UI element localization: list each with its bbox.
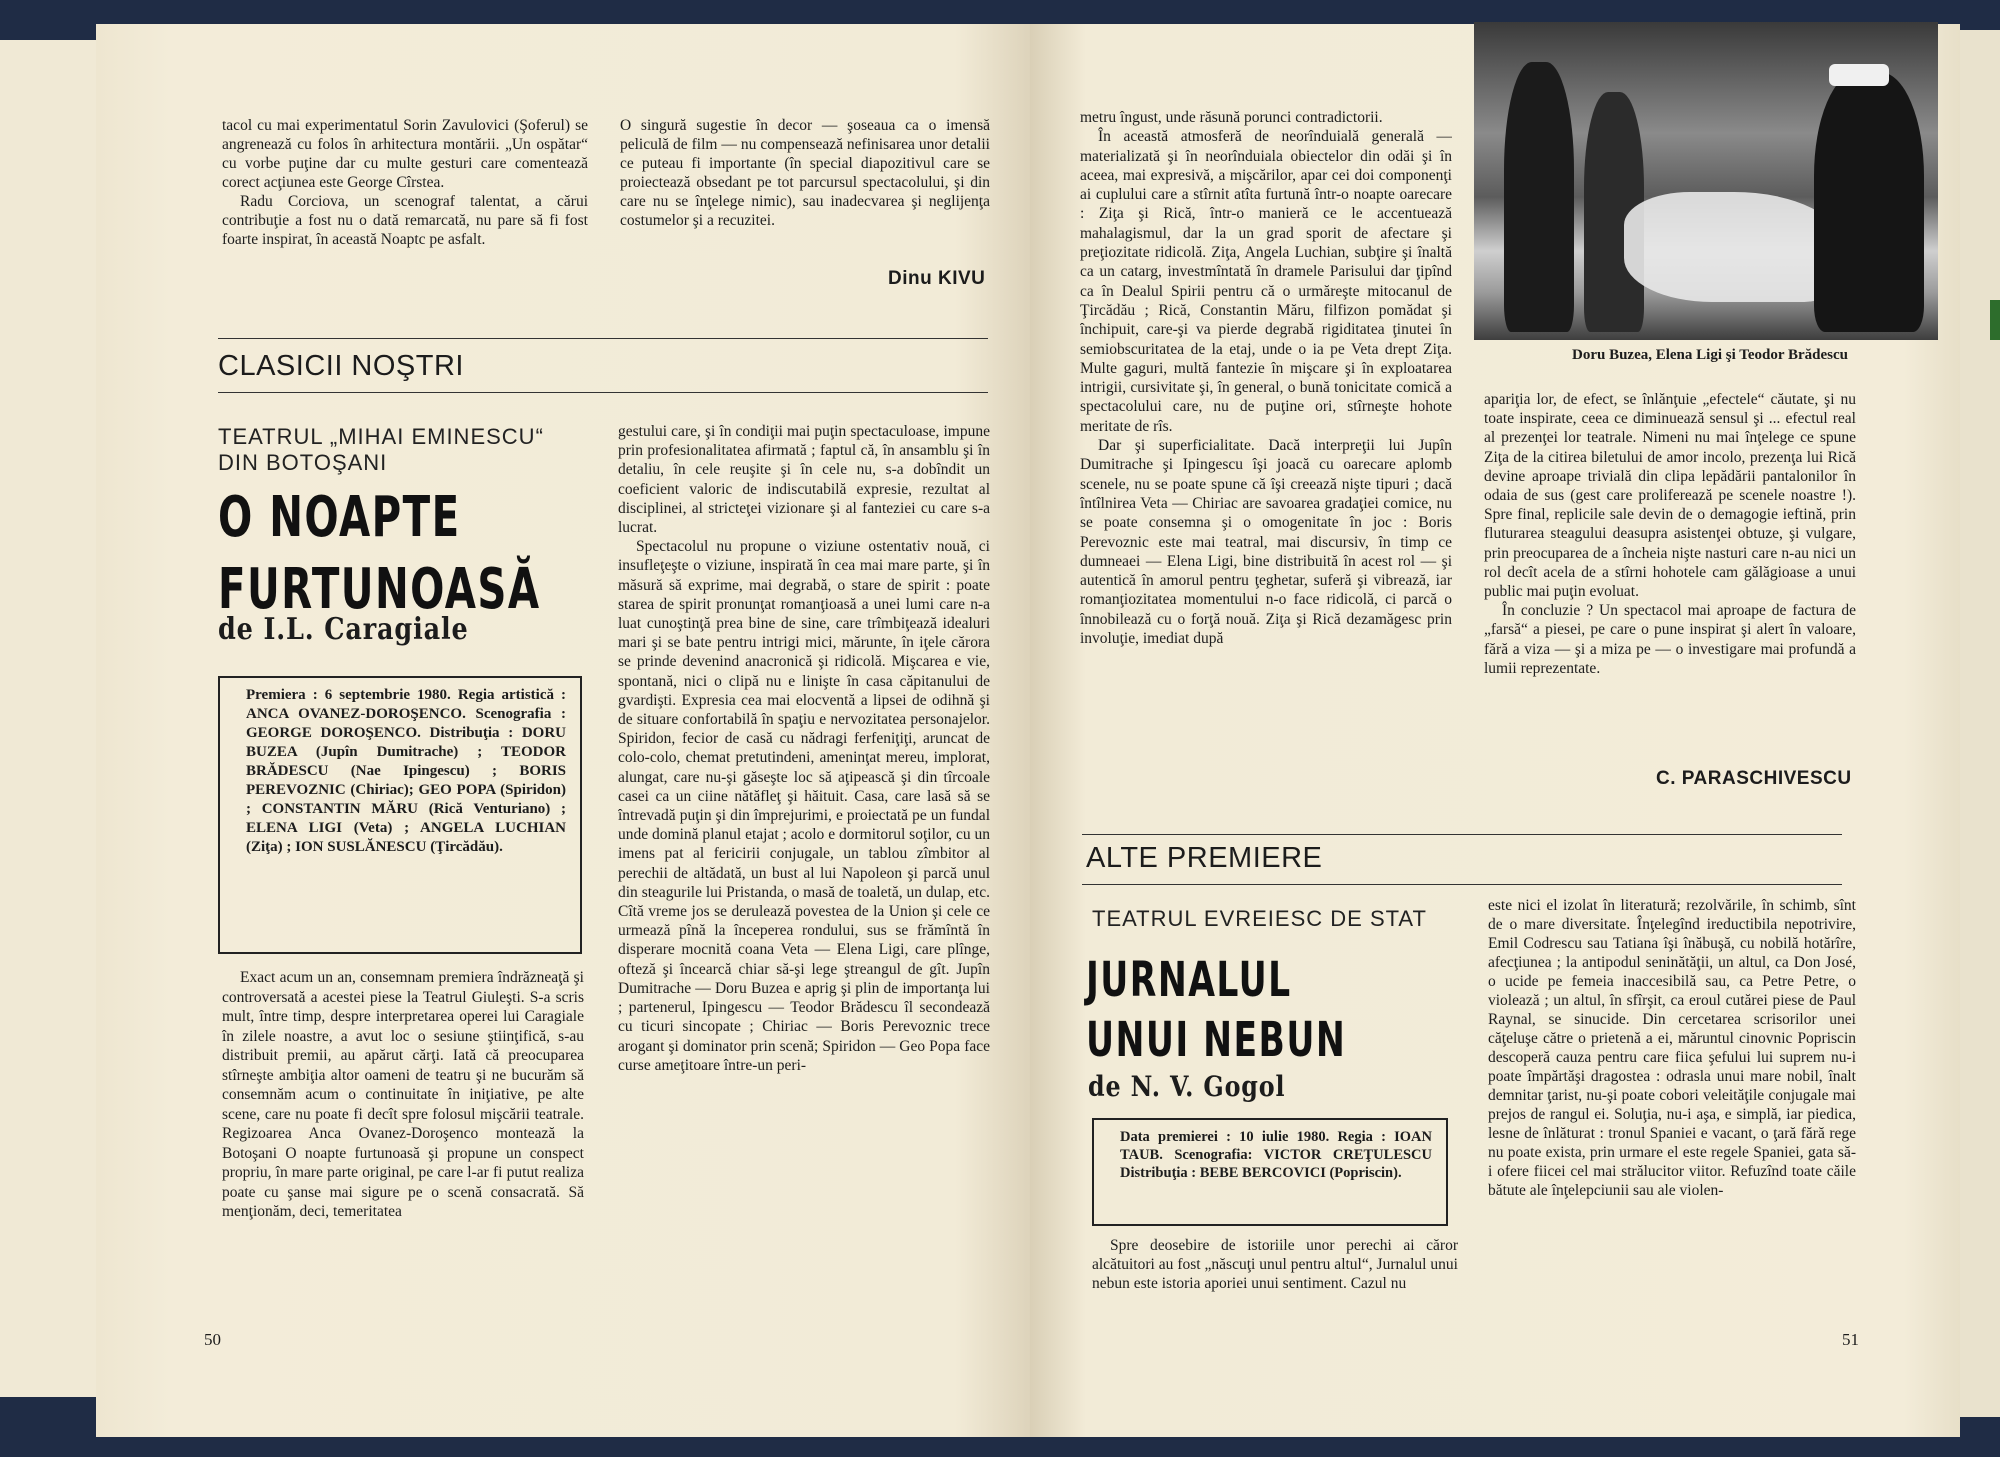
play-title-line: JURNALUL	[1086, 952, 1292, 1008]
paragraph: apariţia lor, de efect, se înlănţuie „efectele“ căutate, şi nu toate inspirate, ceea ce diminuează sensul şi ... efectul real al prezenţei lor teatrale. Nimeni nu mai înţelege ce spune Ziţa de la citirea biletului de amor incolo, prezenţa lui Rică devine aproape trivială din clipa lepădării pantalonilor în odaia de sus (gest care proliferează pe scenele noastre !). Spre final, replicile sale devin de o demagogie ieftină, prin fluturarea steagului deasupra asistenţei obtuze, şi vulgare, prin preocuparea de a încheia nişte nasturi care n-au nici un rol decît acela de a stîrni hohotele cam gălăgioase a unui public mai puţin evoluat.	[1484, 391, 1856, 601]
theatre-name: TEATRUL EVREIESC DE STAT	[1092, 906, 1427, 931]
paragraph: O singură sugestie în decor — şoseaua ca o imensă peliculă de film — nu compensează nefinisarea unor detalii ce puteau fi importante (în special diapozitivul care se proiectează obsedant pe tot parcursul spectacolului, şi din care nu se înţelege nimic), sau inadecvarea şi neglijenţa costumelor şi a recuzitei.	[620, 117, 990, 229]
play-title	[1086, 950, 1346, 1070]
page-number-right: 51	[1842, 1330, 1859, 1349]
section-rule-bottom	[218, 392, 988, 393]
paragraph: metru îngust, unde răsună porunci contradictorii.	[1080, 109, 1383, 126]
bookmark-tab	[1990, 300, 2000, 340]
paragraph: În această atmosferă de neorînduială generală — materializată şi în neorînduiala obiectelor din odăi şi în aceea, mai expresivă, a mişcărilor, apar cei doi componenţi ai cuplului care a stîrnit atîta furtună într-o noapte oarecare : Ziţa şi Rică, într-o manieră ce le accentuează mahalagismul, dar la un grad sporit de afectare şi preţiozitate ridicolă. Ziţa, Angela Luchian, subţire şi înaltă ca un catarg, investmîntată în dramele Parisului dar ţipînd ca în Dealul Spirii pentru că o urmăreşte mitocanul de Ţircădău ; Rică, Constantin Măru, filfizon pomădat şi închipuit, care-şi va pierde degrabă rigiditatea ţinutei în semiobscuritatea de la etaj, unde o ia pe Veta drept Ziţa. Multe gaguri, multă fantezie în mişcare şi în exploatarea intrigii, cursivitate şi, în general, o bună tonicitate comică a spectacolului care, nu de puţine ori, stîrneşte hohote meritate de rîs.	[1080, 128, 1452, 435]
paragraph: Exact acum un an, consemnam premiera îndrăzneaţă şi controversată a acestei piese la Teatrul Giuleşti. S-a scris mult, între timp, despre interpretarea operei lui Caragiale în zilele noastre, a avut loc o sesiune ştiinţifică, s-au distribuit premii, au apărut cărţi. Iată că preocuparea stîrneşte ambiţia altor oameni de teatru şi ne bucurăm să consemnăm acum o continuitate în iniţiative, pe alte scene, care nu poate fi decît spre folosul mişcării teatrale. Regizoarea Anca Ovanez-Doroşenco montează la Botoşani O noapte furtunoasă şi propune un conspect propriu, în mare parte original, pe care l-ar fi putut realiza poate cu şanse mai sigure pe o scenă consacrată. Să menţionăm, deci, temeritatea	[222, 969, 584, 1220]
left-top-column-1	[222, 116, 588, 296]
credits-box	[1092, 1118, 1448, 1226]
book-edge-right	[1960, 30, 2000, 1417]
section-rule-bottom	[1082, 884, 1842, 885]
right-bottom-column-2	[1488, 896, 1856, 1316]
paragraph: Dar şi superficialitate. Dacă interpreţii lui Jupîn Dumitrache şi Ipingescu îşi joacă cu oarecare aplomb scenele, nu se poate spune că îşi creează nişte tipuri ; dacă întîlnirea Veta — Chiriac are savoarea gradaţiei comice, nu se poate consemna şi o omogenitate în joc : Boris Perevoznic este mai teatral, mai discursiv, în timp ce dumneaei — Elena Ligi, bine distribuită în acest rol — şi autentică în amorul pentru ţeghetar, suferă şi vibrează, iar romanţiozitatea momentului n-o face ridicolă, ci parcă o înnobilează cu o forţă nouă. Ziţa şi Rică dezamăgesc prin involuţie, imediat după	[1080, 437, 1452, 648]
play-title-line: UNUI NEBUN	[1086, 1012, 1347, 1068]
paragraph: este nici el izolat în literatură; rezolvările, în schimb, sînt de o mare diversitate. Înţelegînd ireductibila nepotrivire, Emil Codrescu sau Tatiana îşi înăbuşă, cu nobilă hotărîre, afecţiunea ; la antipodul seninătăţii, un altul, ca Don José, o ucide pe femeia inaccesibilă sau, ca Petre Petre, o violează ; un altul, în sfîrşit, ca eroul cutărei piese de Paul Raynal, se sinucide. Din cercetarea scrisorilor unei căţeluşe către o prietenă a ei, măruntul cinovnic Popriscin descoperă cauza pentru care fiica şefului lui suprem nu-i poate împărtăşi dragostea : odrasla unui mare nobil, înalt demnitar ţarist, nu-şi poate cobori veleităţile conjugale mai prejos de rangul ei. Soluţia, nu-i aşa, e simplă, iar piedica, lesne de înlăturat : tronul Spaniei e vacant, o ţară fără rege nu poate exista, prin urmare el este regele Spaniei, gata să-i ofere fiicei cel mai strălucitor viitor. Refuzînd toate căile bătute ale înţelepciunii sau ale violen-	[1488, 897, 1856, 1199]
theatre-name	[218, 424, 588, 476]
paragraph: Spectacolul nu propune o viziune ostentativ nouă, ci insufleţeşte o viziune, inspirată în cea mai mare parte, şi în măsură să exprime, mai degrabă, o stare de spirit : poate starea de spirit pronunţat romanţioasă a unei lumi care n-a luat cunoştinţă prea bine de sine, care trîmbiţează idealuri mari şi se bate pentru intrigi mici, mărunte, în iţele cărora se prinde devenind anacronică şi ridicolă. Mişcarea e vie, spontană, nici o clipă nu e linişte în casa căpitanului de gvardişti. Expresia cea mai elocventă a lipsei de odihnă şi de situare confortabilă în spaţiu e nervozitatea personajelor. Spiridon, fecior de casă cu nădragi ferfeniţiţi, aruncat de colo-colo, chemat pretutindeni, ameninţat mereu, implorat, alungat, care nu-şi găseşte loc să aţipească şi din tîrcoale casei ca un ciine nătăfleţ şi hăituit. Casa, care lasă să se întrevadă puţin şi din împrejurimi, e proiectată pe un fundal unde domină planul etajat ; acolo e dormitorul soţilor, cu un imens pat al fericirii conjugale, un tablou zîmbitor al perechii de altădată, un bust al lui Napoleon şi parcă unul din steagurile lui Pristanda, o masă de toaletă, un dulap, etc. Cîtă vreme jos se derulează povestea de la Union şi cele ce urmează pînă la începerea rondului, sus se frămîntă în disperare mocnită coana Veta — Elena Ligi, care plînge, ofteză şi încearcă chiar să-şi lege ştreangul de gît. Jupîn Dumitrache — Doru Buzea e aprig şi plin de importanţa lui ; partenerul, Ipingescu — Teodor Brădescu îl secondează cu ticuri sincopate ; Chiriac — Boris Perevoznic trece arogant şi dominator prin scenă; Spiridon — Geo Popa face curse ameţitoare între-un peri-	[618, 538, 990, 1074]
paragraph: tacol cu mai experimentatul Sorin Zavulovici (Şoferul) se angrenează cu folos în arhitectura montării. „Un ospătar“ cu vorbe puţine dar cu multe gesturi care comentează corect acţiunea este George Cîrstea.	[222, 117, 588, 191]
credits-text: Data premierei : 10 iulie 1980. Regia : IOAN TAUB. Scenografia: VICTOR CREŢULESCU Distribuţia : BEBE BERCOVICI (Popriscin).	[1120, 1129, 1432, 1181]
author-signature-paraschivescu: C. PARASCHIVESCU	[1656, 768, 1852, 789]
author-signature-kivu: Dinu KIVU	[888, 268, 986, 289]
section-title-clasicii: CLASICII NOŞTRI	[218, 350, 464, 382]
paragraph: Spre deosebire de istoriile unor perechi ai căror alcătuitori au fost „născuţi unul pentru altul“, Jurnalul unui nebun este istoria aporiei unui sentiment. Cazul nu	[1092, 1237, 1458, 1292]
photo-caption: Doru Buzea, Elena Ligi şi Teodor Brădescu	[1571, 347, 1848, 363]
section-rule-top	[1082, 834, 1842, 835]
production-photo	[1474, 22, 1938, 340]
right-top-column-1	[1080, 108, 1452, 808]
author-byline: de N. V. Gogol	[1088, 1070, 1286, 1103]
section-title-alte-premiere: ALTE PREMIERE	[1086, 842, 1323, 874]
theatre-line: DIN BOTOŞANI	[218, 450, 388, 475]
credits-box	[218, 676, 582, 954]
theatre-line: TEATRUL „MIHAI EMINESCU“	[218, 424, 544, 449]
book-edge-left	[0, 40, 96, 1397]
play-title-line: O NOAPTE	[218, 485, 461, 550]
credits-text: Premiera : 6 septembrie 1980. Regia artistică : ANCA OVANEZ-DOROŞENCO. Scenografia : GEORGE DOROŞENCO. Distribuţia : DORU BUZEA (Jupîn Dumitrache) ; TEODOR BRĂDESCU (Nae Ipingescu) ; BORIS PEREVOZNIC (Chiriac); GEO POPA (Spiridon) ; CONSTANTIN MĂRU (Rică Venturiano) ; ELENA LIGI (Veta) ; ANGELA LUCHIAN (Ziţa) ; ION SUSLĂNESCU (Ţircădău).	[246, 687, 566, 855]
section-rule-top	[218, 338, 988, 339]
paragraph: Radu Corciova, un scenograf talentat, a cărui contribuţie a fost nu o dată remarcată, nu pare să fi fost foarte inspirat, în această Noaptc pe asfalt.	[222, 193, 588, 248]
left-top-column-2	[620, 116, 990, 256]
left-body-column-2	[618, 422, 990, 1316]
left-body-column-1	[222, 968, 584, 1308]
play-title	[218, 482, 541, 626]
right-bottom-column-1	[1092, 1236, 1458, 1316]
play-title-line: FURTUNOASĂ	[218, 557, 541, 622]
page-number-left: 50	[204, 1330, 221, 1349]
paragraph: În concluzie ? Un spectacol mai aproape de factura de „farsă“ a piesei, pe care o pune inspirat şi alert în valoare, fără a viza — şi a miza pe — o investigare mai profundă a lumii reprezentate.	[1484, 602, 1856, 677]
author-byline: de I.L. Caragiale	[218, 612, 469, 647]
paragraph: gestului care, şi în condiţii mai puţin spectaculoase, impune prin profesionalitatea afirmată ; faptul că, în ansamblu şi în detaliu, în cele reuşite şi în cele nu, s-a dobîndit un coeficient valoric de indiscutabilă expresie, rezultat al disciplinei, al stricteţei vizionare şi al fanteziei cu care s-a lucrat.	[618, 423, 990, 537]
right-top-column-2	[1484, 390, 1856, 762]
